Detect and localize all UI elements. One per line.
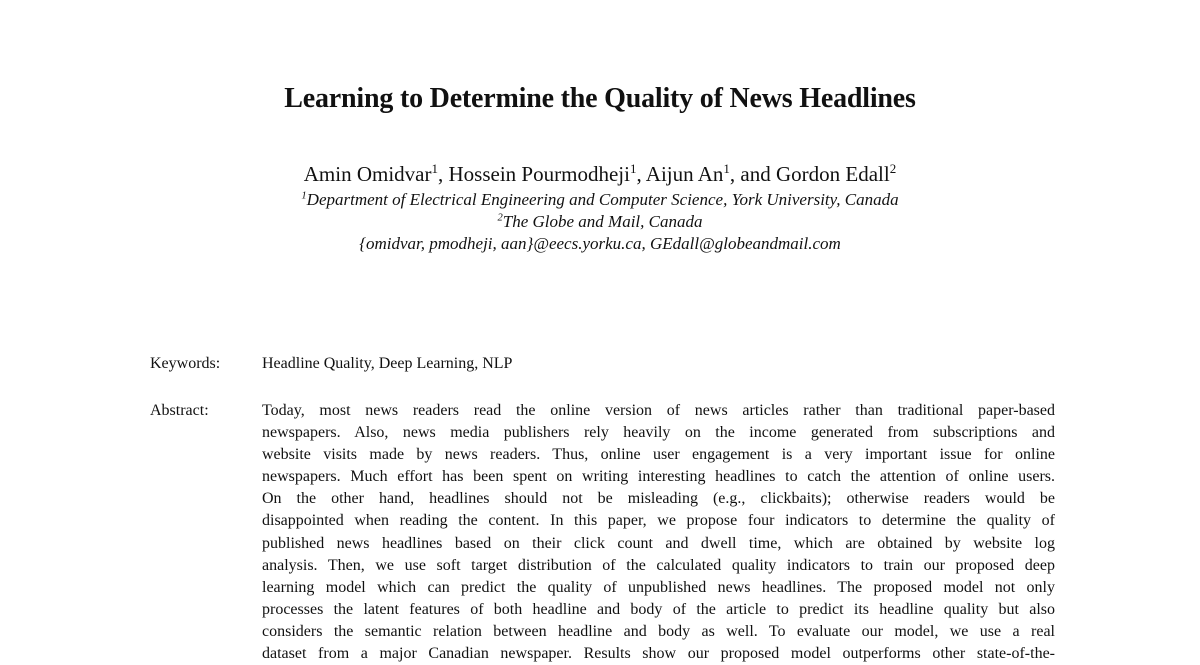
abstract-line: newspapers. Much effort has been spent on writing interesting headlines to catch the attention of online users. [262,468,1055,486]
author-name: Amin Omidvar [303,162,432,186]
abstract-line: Today, most news readers read the online version of news articles rather than traditional paper-based [262,402,1055,419]
abstract-line: dataset from a major Canadian newspaper. Results show our proposed model outperforms other state-of-the- [262,645,1055,663]
abstract-line: considers the semantic relation between headline and body as well. To evaluate our model, we use a real [262,622,1055,640]
author-separator: , [636,162,646,186]
abstract-text [262,400,1055,665]
affiliation-line [0,211,1200,233]
author-affiliation-marker: 1 [723,161,730,176]
author [449,162,646,186]
author [304,162,449,186]
affiliation-text: Department of Electrical Engineering and Computer Science, York University, Canada [306,190,899,209]
author-affiliation-marker: 2 [889,161,897,176]
author-name: Hossein Pourmodheji [448,162,630,186]
abstract-line: disappointed when reading the content. In this paper, we propose four indicators to determine the quality of [262,512,1055,530]
affiliation-marker: 1 [301,190,307,202]
abstract-line: website visits made by news readers. Thus, online user engagement is a very important issue for online [262,446,1055,464]
keywords-row [150,353,1055,375]
author-affiliation-marker: 1 [629,161,637,176]
keywords-value: Headline Quality, Deep Learning, NLP [262,355,513,372]
author-name: Gordon Edall [775,162,890,186]
abstract-line: learning model which can predict the quality of unpublished news headlines. The proposed model not only [262,578,1055,596]
affiliation-marker: 2 [497,212,503,224]
affiliations-block [0,189,1200,255]
authors-line [0,161,1200,187]
author-separator: , [438,162,449,186]
abstract-line: processes the latent features of both headline and body of the article to predict its headline quality but also [262,600,1055,618]
emails-line: {omidvar, pmodheji, aan}@eecs.yorku.ca, GEdall@globeandmail.com [359,234,841,253]
paper-title: Learning to Determine the Quality of News Headlines [284,83,916,114]
keywords-label: Keywords: [150,355,221,372]
author-name: Aijun An [645,162,724,186]
author-affiliation-marker: 1 [431,161,439,176]
abstract-line: analysis. Then, we use soft target distribution of the calculated quality indicators to train our proposed deep [262,556,1055,574]
author [776,162,896,186]
abstract-line: On the other hand, headlines should not be misleading (e.g., clickbaits); otherwise readers would be [262,490,1055,508]
affiliation-text: The Globe and Mail, Canada [502,212,703,231]
author [646,162,776,186]
abstract-line: published news headlines based on their click count and dwell time, which are obtained by website log [262,534,1055,552]
affiliation-line [0,189,1200,211]
abstract-row [150,400,1055,665]
author-separator: , and [729,162,776,186]
abstract-line: newspapers. Also, news media publishers rely heavily on the income generated from subscriptions and [262,424,1055,442]
abstract-label: Abstract: [150,402,209,419]
